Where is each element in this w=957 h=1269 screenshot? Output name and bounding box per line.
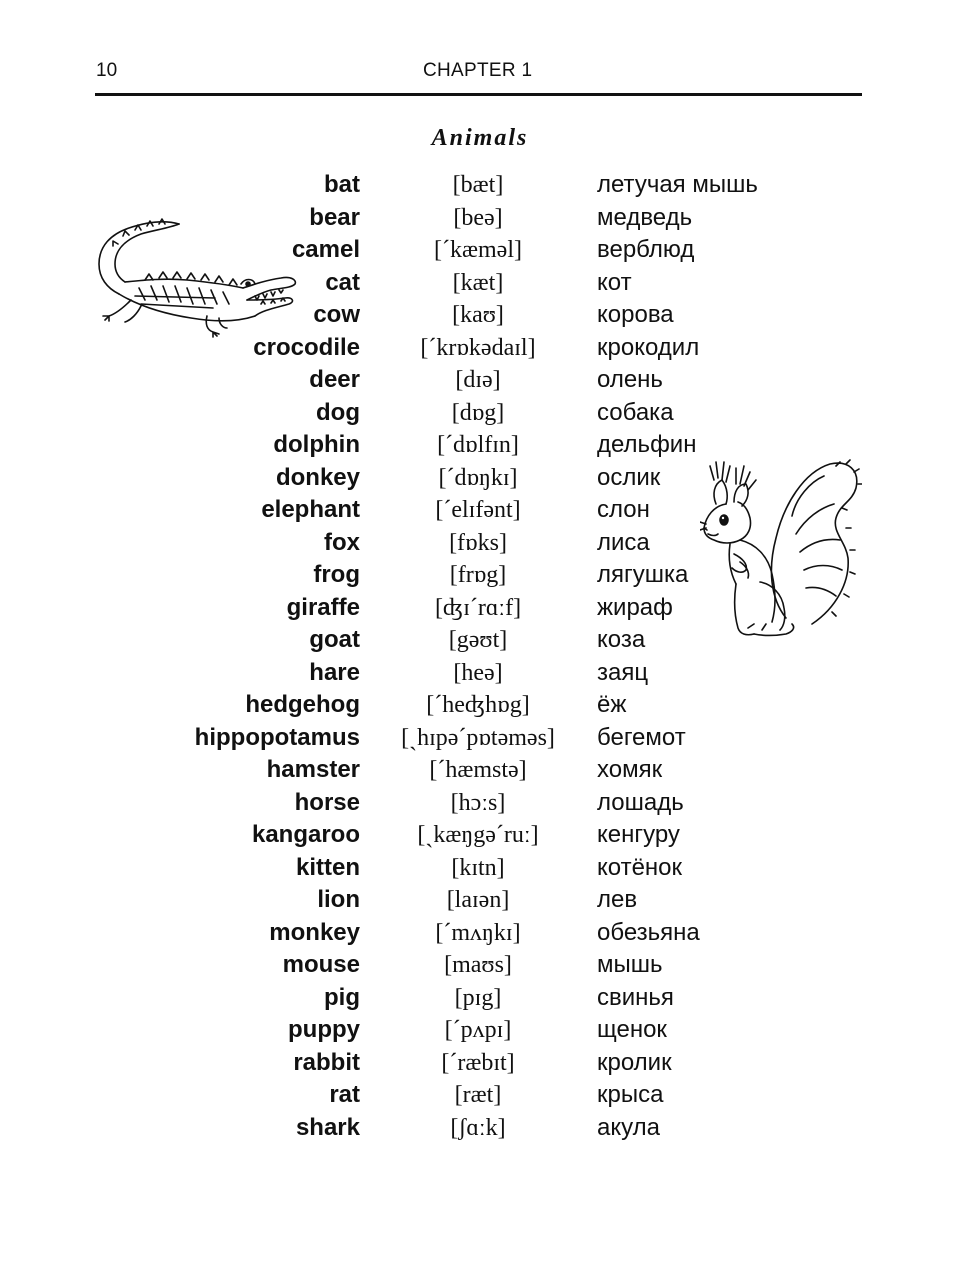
english-word: bat <box>324 171 360 198</box>
vocab-row <box>0 299 957 332</box>
vocab-row <box>0 1079 957 1112</box>
english-word: hedgehog <box>245 691 360 718</box>
russian-translation: корова <box>597 301 674 328</box>
russian-translation: хомяк <box>597 756 663 783</box>
english-word: elephant <box>261 496 360 523</box>
english-word: rat <box>329 1081 360 1108</box>
russian-translation: бегемот <box>597 723 686 751</box>
russian-translation: котёнок <box>597 853 683 881</box>
russian-translation: слон <box>597 496 650 523</box>
english-word: lion <box>317 886 360 913</box>
english-word: fox <box>324 528 360 556</box>
english-word: rabbit <box>293 1048 360 1076</box>
transcription: [ˊdɒlfɪn] <box>437 432 519 458</box>
russian-translation: кот <box>597 268 632 296</box>
russian-translation: медведь <box>597 203 693 231</box>
transcription: [ˏkæŋgəˊruː] <box>417 822 539 848</box>
page-number: 10 <box>96 60 118 81</box>
english-word: donkey <box>275 463 360 491</box>
russian-translation: лев <box>597 886 638 913</box>
english-word: deer <box>309 366 360 393</box>
vocab-row <box>0 559 957 592</box>
transcription: [beə] <box>453 204 503 231</box>
russian-translation: кенгуру <box>597 821 680 848</box>
chapter-title: CHAPTER 1 <box>423 60 533 81</box>
transcription: [gəʊt] <box>448 627 508 653</box>
vocab-row <box>0 884 957 917</box>
english-word: dog <box>316 398 360 426</box>
vocab-row <box>0 332 957 365</box>
russian-translation: крокодил <box>597 333 700 361</box>
russian-translation: свинья <box>597 983 674 1011</box>
english-word: frog <box>313 561 360 588</box>
transcription: [ˊdɒŋkɪ] <box>438 464 518 491</box>
english-word: puppy <box>288 1016 360 1043</box>
russian-translation: акула <box>597 1113 660 1141</box>
vocab-row <box>0 429 957 462</box>
english-word: cat <box>325 268 360 296</box>
vocab-row <box>0 787 957 820</box>
transcription: [ˊkæməl] <box>434 237 522 263</box>
transcription: [ˊpʌpɪ] <box>444 1017 512 1043</box>
transcription: [dɪə] <box>455 367 501 393</box>
vocab-row <box>0 397 957 430</box>
transcription: [ˊheʤhɒg] <box>426 692 530 718</box>
russian-translation: мышь <box>597 951 663 978</box>
transcription: [bæt] <box>452 172 504 198</box>
english-word: crocodile <box>253 333 360 361</box>
vocab-row <box>0 689 957 722</box>
english-word: pig <box>324 983 360 1011</box>
vocabulary-list <box>0 169 957 1144</box>
transcription: [laɪən] <box>446 887 510 913</box>
transcription: [ʃɑːk] <box>450 1114 506 1141</box>
vocab-row <box>0 949 957 982</box>
section-title: Animals <box>431 125 529 151</box>
transcription: [ˊelɪfənt] <box>435 497 521 523</box>
transcription: [dɒg] <box>451 399 505 426</box>
english-word: monkey <box>269 918 360 946</box>
vocab-row <box>0 202 957 235</box>
vocab-row <box>0 852 957 885</box>
header-divider <box>95 93 862 96</box>
english-word: hamster <box>266 756 360 783</box>
transcription: [maʊs] <box>444 952 512 978</box>
vocab-row <box>0 364 957 397</box>
vocab-row <box>0 527 957 560</box>
russian-translation: обезьяна <box>597 918 700 946</box>
transcription: [ræt] <box>454 1082 502 1108</box>
vocab-row <box>0 657 957 690</box>
english-word: hippopotamus <box>194 723 360 751</box>
vocab-row <box>0 592 957 625</box>
russian-translation: кролик <box>597 1048 672 1076</box>
vocab-row <box>0 169 957 202</box>
vocab-row <box>0 1014 957 1047</box>
vocab-row <box>0 624 957 657</box>
transcription: [ˊræbɪt] <box>441 1049 515 1076</box>
transcription: [kɪtn] <box>451 854 505 881</box>
russian-translation: жираф <box>597 593 673 621</box>
english-word: bear <box>309 203 360 231</box>
vocab-row <box>0 267 957 300</box>
english-word: mouse <box>282 951 360 978</box>
transcription: [frɒg] <box>449 562 507 588</box>
vocab-row <box>0 754 957 787</box>
transcription: [heə] <box>453 659 503 686</box>
vocab-row <box>0 494 957 527</box>
russian-translation: дельфин <box>597 431 697 458</box>
russian-translation: ослик <box>597 463 661 491</box>
english-word: camel <box>291 236 360 263</box>
english-word: hare <box>309 658 360 686</box>
transcription: [pɪg] <box>454 984 502 1011</box>
transcription: [kaʊ] <box>452 302 504 328</box>
russian-translation: щенок <box>597 1016 667 1043</box>
vocab-row <box>0 1047 957 1080</box>
english-word: cow <box>313 301 360 328</box>
russian-translation: летучая мышь <box>597 171 758 198</box>
russian-translation: лошадь <box>597 788 684 816</box>
transcription: [ˊkrɒkədaɪl] <box>420 334 536 361</box>
russian-translation: собака <box>597 398 674 426</box>
english-word: horse <box>294 788 360 816</box>
vocab-row <box>0 722 957 755</box>
transcription: [hɔːs] <box>450 789 506 816</box>
english-word: kitten <box>295 853 360 881</box>
vocab-row <box>0 982 957 1015</box>
vocab-row <box>0 1112 957 1145</box>
russian-translation: верблюд <box>597 236 695 263</box>
transcription: [ˊmʌŋkɪ] <box>435 919 521 946</box>
russian-translation: крыса <box>597 1081 664 1108</box>
russian-translation: лиса <box>597 528 650 556</box>
transcription: [ˊhæmstə] <box>429 757 527 783</box>
transcription: [ʤɪˊrɑːf] <box>434 594 522 621</box>
vocab-row <box>0 234 957 267</box>
russian-translation: олень <box>597 366 663 393</box>
transcription: [ˏhɪpəˊpɒtəməs] <box>401 724 555 751</box>
transcription: [kæt] <box>452 269 504 296</box>
english-word: goat <box>309 626 360 653</box>
english-word: kangaroo <box>251 821 360 848</box>
russian-translation: лягушка <box>597 561 689 588</box>
vocab-row <box>0 819 957 852</box>
transcription: [fɒks] <box>449 529 507 556</box>
english-word: dolphin <box>273 431 360 458</box>
russian-translation: ёж <box>597 691 627 718</box>
russian-translation: заяц <box>597 658 649 686</box>
vocab-row <box>0 462 957 495</box>
english-word: shark <box>295 1113 360 1141</box>
english-word: giraffe <box>286 593 360 621</box>
vocab-row <box>0 917 957 950</box>
russian-translation: коза <box>597 626 646 653</box>
